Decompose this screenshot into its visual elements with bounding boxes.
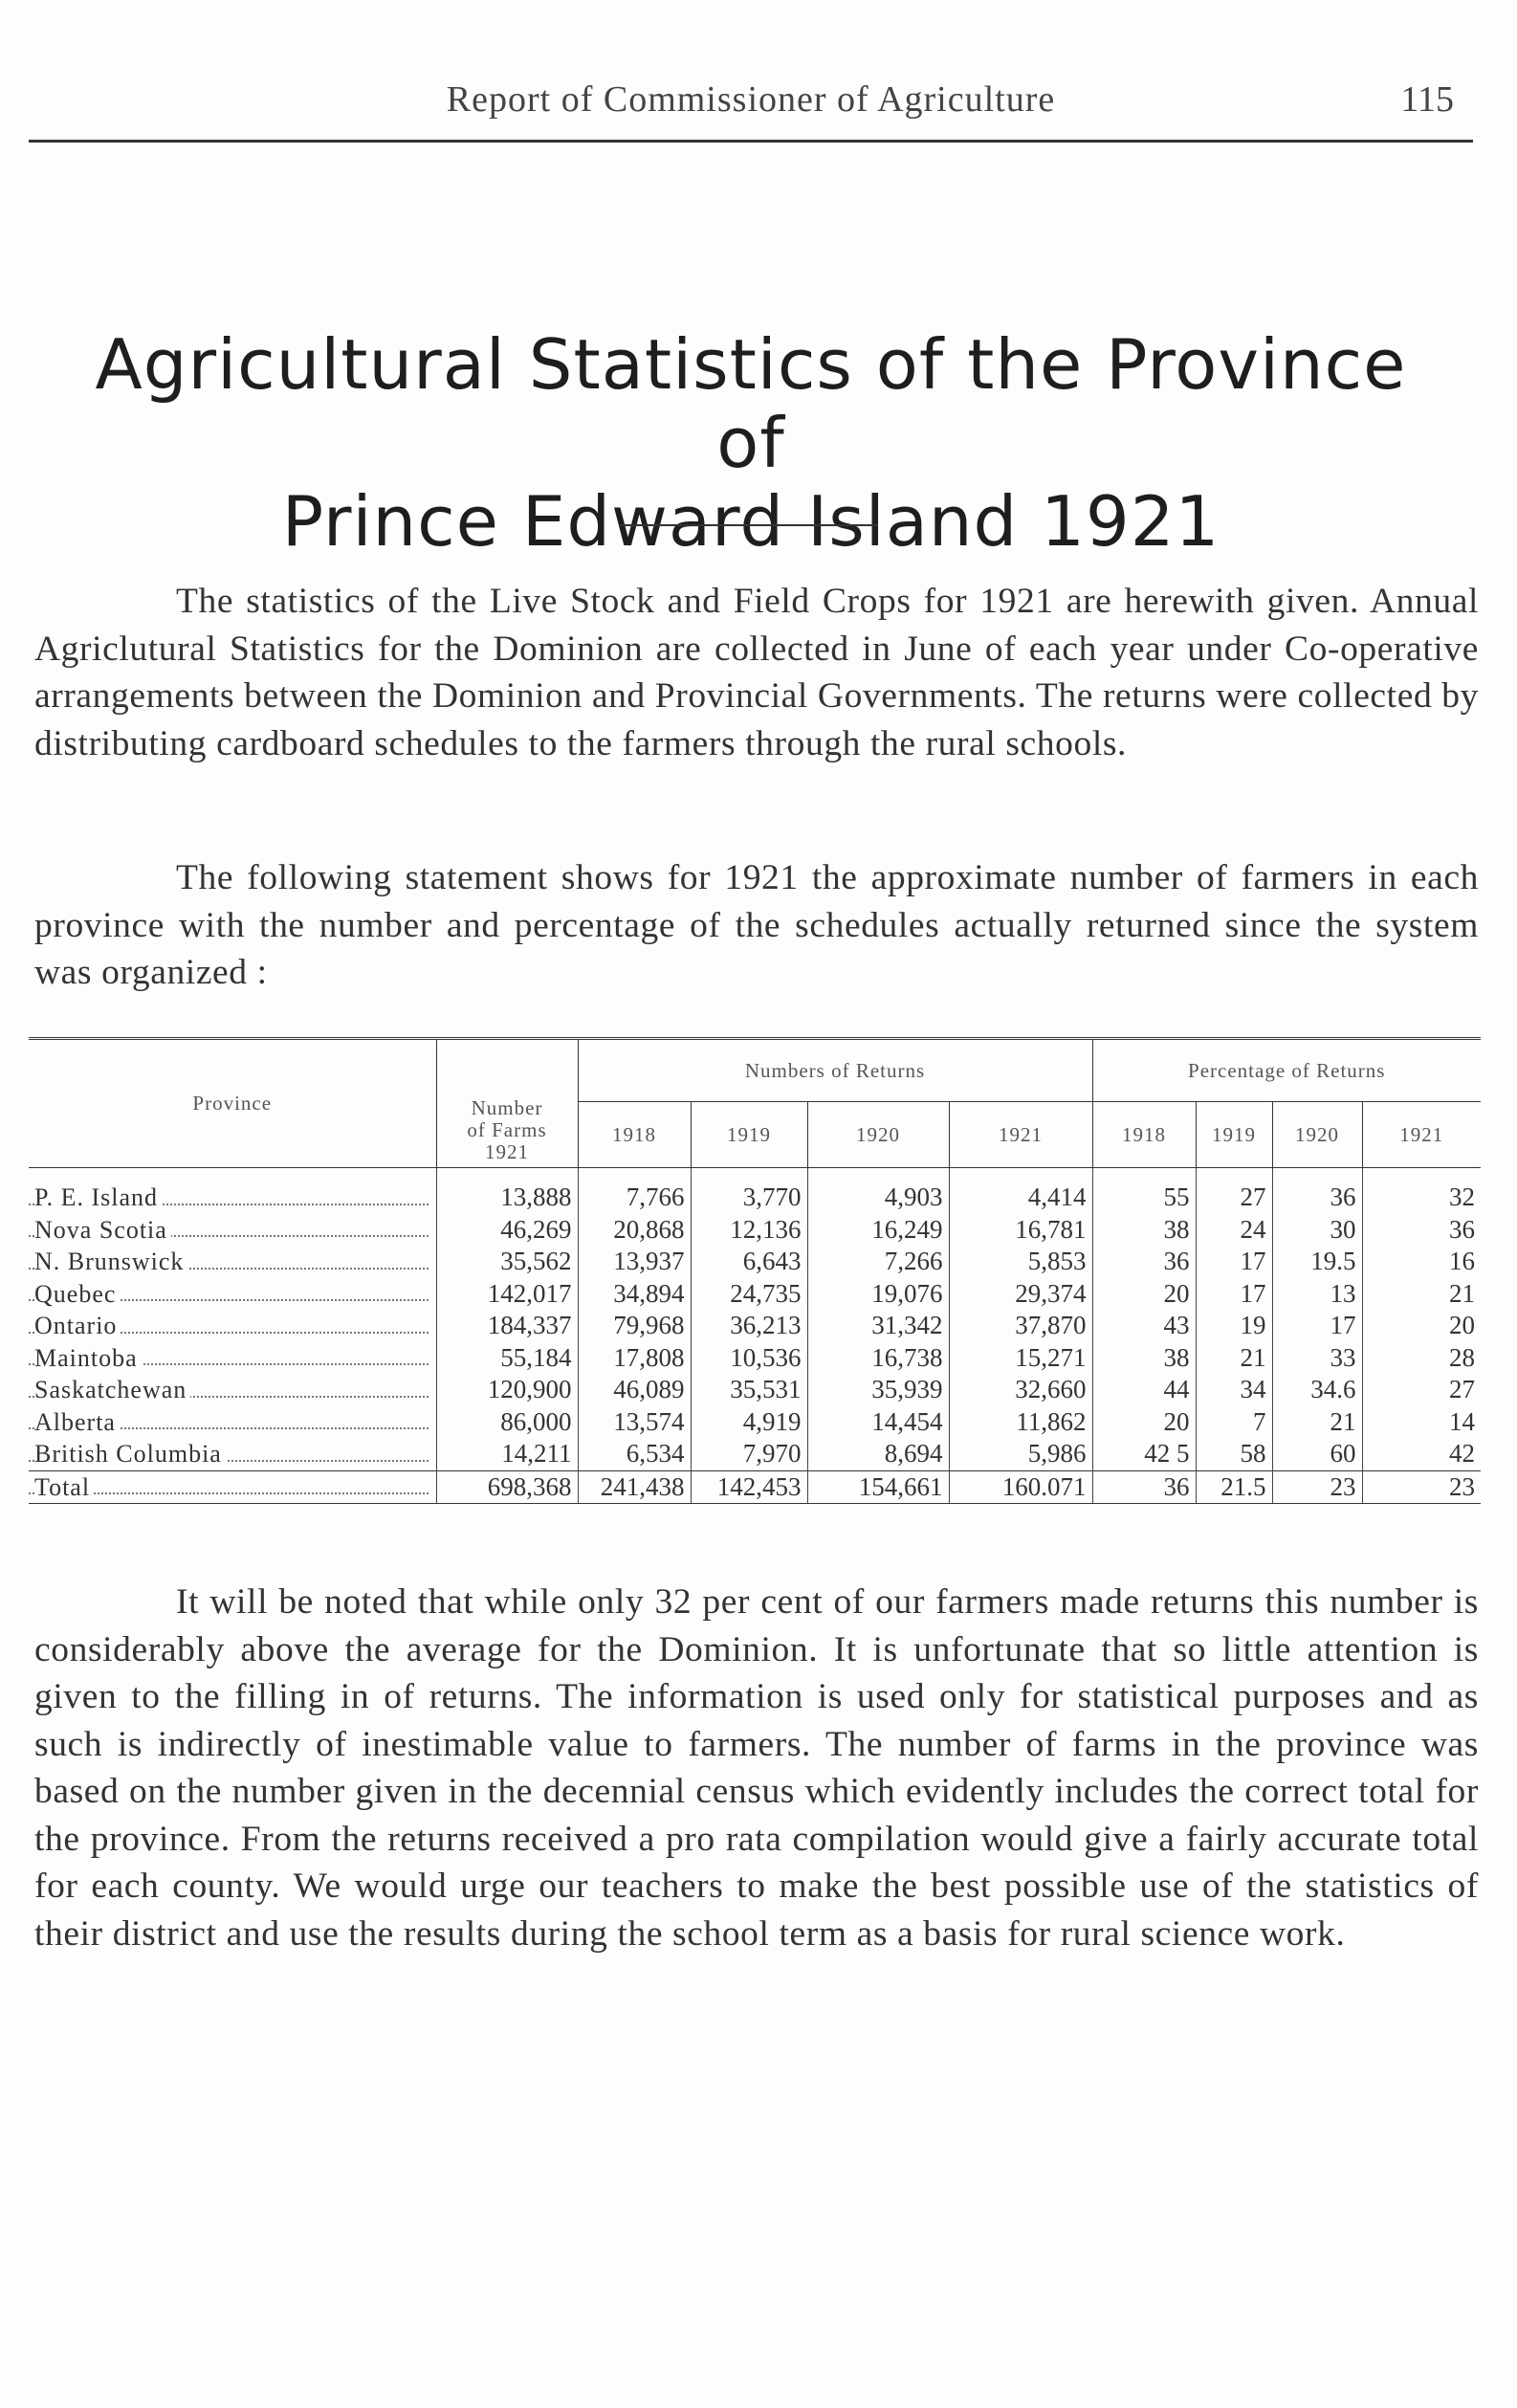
table-row	[29, 1278, 1481, 1311]
percent-1921-cell: 42	[1362, 1438, 1481, 1470]
returns-1921-cell: 32,660	[949, 1374, 1092, 1406]
table-row	[29, 1438, 1481, 1470]
header-returns-1921: 1921	[949, 1102, 1092, 1168]
returns-1918-cell: 6,534	[578, 1438, 691, 1470]
header-percent-1918: 1918	[1092, 1102, 1196, 1168]
province-cell: Alberta	[29, 1406, 436, 1439]
header-province: Province	[29, 1039, 436, 1168]
percent-1918-cell: 38	[1092, 1214, 1196, 1247]
returns-1920-cell: 4,903	[807, 1168, 949, 1214]
percent-1919-cell: 21	[1196, 1342, 1272, 1375]
percent-1919-cell: 19	[1196, 1310, 1272, 1342]
percent-1920-cell: 36	[1272, 1168, 1362, 1214]
title-line-2: Prince Edward Island 1921	[281, 481, 1220, 562]
intro-paragraph: The statistics of the Live Stock and Field Crops for 1921 are herewith given. Annual Agriclutural Statistics for the Dominion are collected in June of each year under Co-operative arrangements between the Dominion and Provincial Governments. The returns were collected by distributing cardboard schedules to the farmers through the rural schools.	[34, 582, 1479, 763]
percent-1921-cell: 16	[1362, 1246, 1481, 1278]
farms-cell: 86,000	[436, 1406, 578, 1439]
returns-1918-cell: 13,937	[578, 1246, 691, 1278]
returns-1919-cell: 3,770	[691, 1168, 807, 1214]
returns-1918-cell: 20,868	[578, 1214, 691, 1247]
running-header	[29, 78, 1473, 121]
total-row	[29, 1470, 1481, 1504]
percent-1918-cell: 44	[1092, 1374, 1196, 1406]
percent-1920-cell: 60	[1272, 1438, 1362, 1470]
returns-1918-cell: 241,438	[578, 1470, 691, 1504]
percent-1921-cell: 28	[1362, 1342, 1481, 1375]
table-row	[29, 1214, 1481, 1247]
page-number: 115	[1400, 79, 1454, 120]
farms-cell: 184,337	[436, 1310, 578, 1342]
statement-paragraph: The following statement shows for 1921 the approximate number of farmers in each province with the number and percentage of the schedules actually returned since the system was organized :	[34, 858, 1479, 992]
province-cell: British Columbia	[29, 1438, 436, 1470]
table-row	[29, 1310, 1481, 1342]
farms-cell: 46,269	[436, 1214, 578, 1247]
farms-cell: 142,017	[436, 1278, 578, 1311]
table-row	[29, 1168, 1481, 1214]
header-returns-1919: 1919	[691, 1102, 807, 1168]
header-farms-line-1: Number	[471, 1096, 543, 1119]
returns-1920-cell: 19,076	[807, 1278, 949, 1311]
province-cell: Ontario	[29, 1310, 436, 1342]
percent-1919-cell: 34	[1196, 1374, 1272, 1406]
returns-1921-cell: 4,414	[949, 1168, 1092, 1214]
table-row	[29, 1246, 1481, 1278]
percent-1918-cell: 20	[1092, 1278, 1196, 1311]
returns-1921-cell: 5,986	[949, 1438, 1092, 1470]
title-rule	[620, 524, 878, 526]
returns-1921-cell: 37,870	[949, 1310, 1092, 1342]
returns-1919-cell: 35,531	[691, 1374, 807, 1406]
returns-1919-cell: 36,213	[691, 1310, 807, 1342]
province-cell: Nova Scotia	[29, 1214, 436, 1247]
province-cell: P. E. Island	[29, 1168, 436, 1214]
header-percent-1919: 1919	[1196, 1102, 1272, 1168]
title-line-1: Agricultural Statistics of the Province of	[95, 324, 1407, 483]
returns-1921-cell: 160.071	[949, 1470, 1092, 1504]
percent-1918-cell: 36	[1092, 1470, 1196, 1504]
percent-1918-cell: 43	[1092, 1310, 1196, 1342]
header-returns-1918: 1918	[578, 1102, 691, 1168]
header-numbers-of-returns: Numbers of Returns	[578, 1039, 1092, 1102]
returns-1918-cell: 34,894	[578, 1278, 691, 1311]
returns-1918-cell: 46,089	[578, 1374, 691, 1406]
returns-1920-cell: 14,454	[807, 1406, 949, 1439]
returns-1919-cell: 4,919	[691, 1406, 807, 1439]
header-percentage-of-returns: Percentage of Returns	[1092, 1039, 1481, 1102]
returns-1920-cell: 16,738	[807, 1342, 949, 1375]
percent-1921-cell: 32	[1362, 1168, 1481, 1214]
returns-1921-cell: 5,853	[949, 1246, 1092, 1278]
percent-1919-cell: 21.5	[1196, 1470, 1272, 1504]
farms-cell: 120,900	[436, 1374, 578, 1406]
header-farms-line-2: of Farms	[467, 1118, 547, 1141]
percent-1920-cell: 33	[1272, 1342, 1362, 1375]
percent-1920-cell: 17	[1272, 1310, 1362, 1342]
farms-cell: 35,562	[436, 1246, 578, 1278]
percent-1918-cell: 36	[1092, 1246, 1196, 1278]
percent-1918-cell: 20	[1092, 1406, 1196, 1439]
percent-1920-cell: 21	[1272, 1406, 1362, 1439]
percent-1921-cell: 21	[1362, 1278, 1481, 1311]
farms-cell: 55,184	[436, 1342, 578, 1375]
returns-1919-cell: 10,536	[691, 1342, 807, 1375]
percent-1919-cell: 58	[1196, 1438, 1272, 1470]
percent-1921-cell: 20	[1362, 1310, 1481, 1342]
returns-1921-cell: 29,374	[949, 1278, 1092, 1311]
returns-1920-cell: 154,661	[807, 1470, 949, 1504]
header-returns-1920: 1920	[807, 1102, 949, 1168]
returns-1919-cell: 12,136	[691, 1214, 807, 1247]
percent-1921-cell: 36	[1362, 1214, 1481, 1247]
returns-1921-cell: 11,862	[949, 1406, 1092, 1439]
returns-1919-cell: 6,643	[691, 1246, 807, 1278]
farms-cell: 698,368	[436, 1470, 578, 1504]
farms-cell: 14,211	[436, 1438, 578, 1470]
percent-1919-cell: 17	[1196, 1246, 1272, 1278]
percent-1918-cell: 42 5	[1092, 1438, 1196, 1470]
header-percent-1920: 1920	[1272, 1102, 1362, 1168]
returns-1918-cell: 13,574	[578, 1406, 691, 1439]
province-cell: Maintoba	[29, 1342, 436, 1375]
percent-1919-cell: 27	[1196, 1168, 1272, 1214]
returns-1921-cell: 15,271	[949, 1342, 1092, 1375]
running-title: Report of Commissioner of Agriculture	[446, 79, 1056, 120]
percent-1921-cell: 27	[1362, 1374, 1481, 1406]
returns-1920-cell: 8,694	[807, 1438, 949, 1470]
percent-1918-cell: 38	[1092, 1342, 1196, 1375]
header-farms-line-3: 1921	[485, 1140, 529, 1163]
percent-1919-cell: 24	[1196, 1214, 1272, 1247]
returns-1919-cell: 142,453	[691, 1470, 807, 1504]
returns-1920-cell: 35,939	[807, 1374, 949, 1406]
header-rule	[29, 140, 1473, 143]
province-cell: Total	[29, 1470, 436, 1504]
returns-1919-cell: 7,970	[691, 1438, 807, 1470]
header-percent-1921: 1921	[1362, 1102, 1481, 1168]
province-cell: Saskatchewan	[29, 1374, 436, 1406]
table-row	[29, 1406, 1481, 1439]
percent-1920-cell: 30	[1272, 1214, 1362, 1247]
percent-1919-cell: 17	[1196, 1278, 1272, 1311]
header-number-of-farms	[436, 1039, 578, 1168]
percent-1920-cell: 34.6	[1272, 1374, 1362, 1406]
returns-1920-cell: 31,342	[807, 1310, 949, 1342]
returns-1920-cell: 16,249	[807, 1214, 949, 1247]
percent-1918-cell: 55	[1092, 1168, 1196, 1214]
percent-1921-cell: 23	[1362, 1470, 1481, 1504]
returns-1918-cell: 7,766	[578, 1168, 691, 1214]
closing-paragraph: It will be noted that while only 32 per cent of our farmers made returns this number is considerably above the average for the Dominion. It is unfortunate that so little attention is given to the filling in of returns. The information is used only for statistical purposes and as such is indirectly of inestimable value to farmers. The number of farms in the province was based on the number given in the decennial census which evidently includes the correct total for the province. From the returns received a pro rata compilation would give a fairly accurate total for each county. We would urge our teachers to make the best possible use of the statistics of their district and use the results during the school term as a basis for rural science work.	[34, 1582, 1479, 1954]
returns-1919-cell: 24,735	[691, 1278, 807, 1311]
percent-1919-cell: 7	[1196, 1406, 1272, 1439]
percent-1920-cell: 13	[1272, 1278, 1362, 1311]
percent-1920-cell: 19.5	[1272, 1246, 1362, 1278]
returns-1918-cell: 17,808	[578, 1342, 691, 1375]
province-cell: N. Brunswick	[29, 1246, 436, 1278]
province-cell: Quebec	[29, 1278, 436, 1311]
returns-1920-cell: 7,266	[807, 1246, 949, 1278]
returns-table	[29, 1037, 1481, 1504]
returns-1921-cell: 16,781	[949, 1214, 1092, 1247]
returns-1918-cell: 79,968	[578, 1310, 691, 1342]
farms-cell: 13,888	[436, 1168, 578, 1214]
table-row	[29, 1342, 1481, 1375]
percent-1920-cell: 23	[1272, 1470, 1362, 1504]
table-row	[29, 1374, 1481, 1406]
percent-1921-cell: 14	[1362, 1406, 1481, 1439]
